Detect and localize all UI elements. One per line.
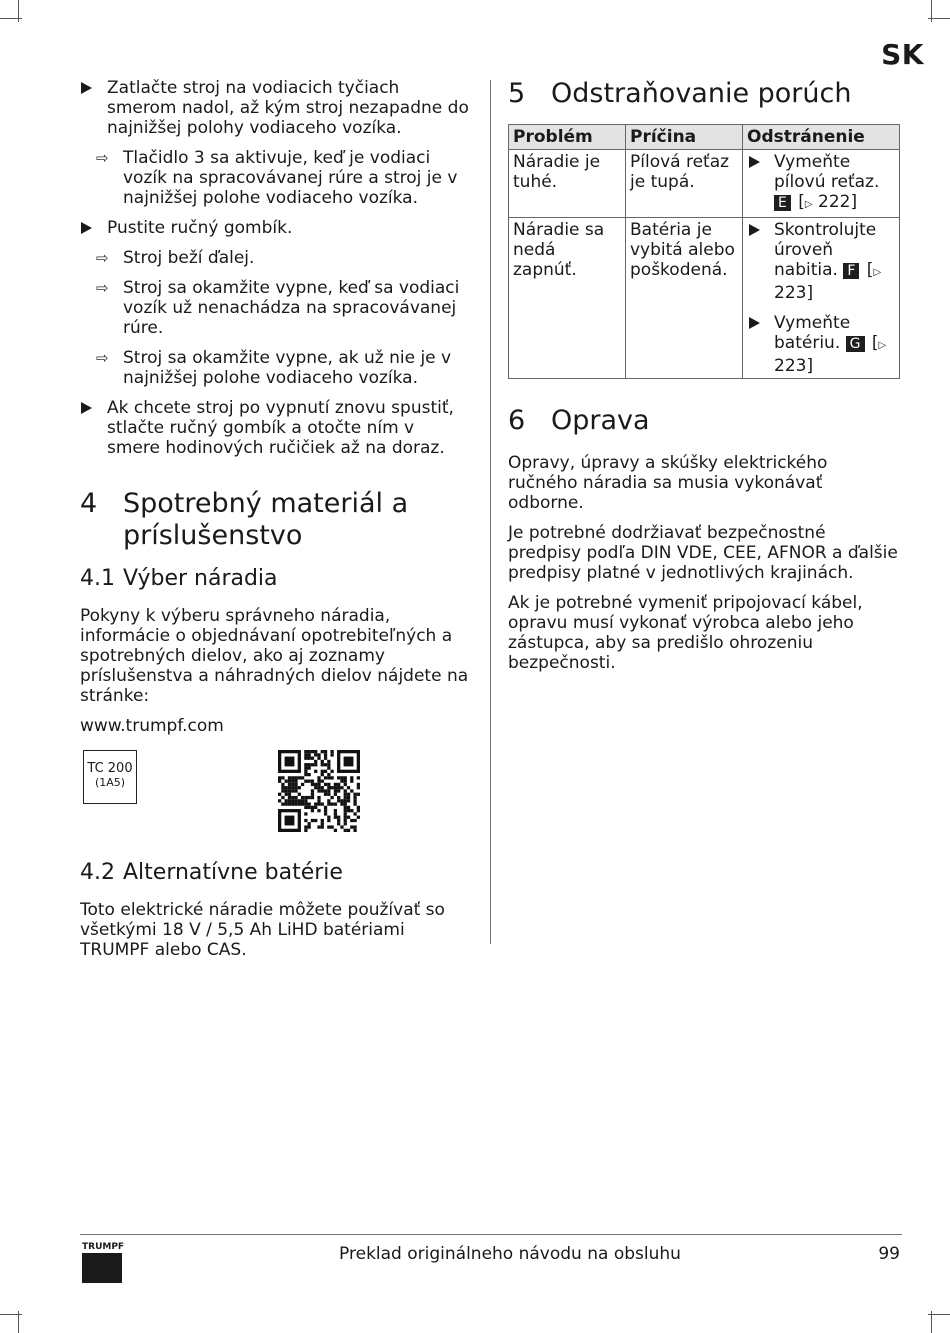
step-triangle-icon	[81, 402, 92, 414]
repair-paragraph: Ak je potrebné vymeniť pripojovací kábel, opravu musí vykonať výrobca alebo jeho zástupca, aby sa predišlo ohrozeniu bezpečnosti.	[508, 593, 863, 673]
section-4-heading	[80, 488, 472, 552]
instruction-result	[80, 248, 472, 268]
instruction-step	[80, 78, 472, 138]
left-column	[80, 78, 472, 970]
remedy-action	[747, 152, 895, 215]
right-column	[508, 78, 902, 683]
step-triangle-icon	[81, 222, 92, 234]
trumpf-logo	[82, 1242, 125, 1283]
remedy-text: Vymeňte pílovú reťaz.	[774, 152, 880, 192]
page-reference-link[interactable]: [▷ 223]	[774, 260, 882, 303]
section-number: 4	[80, 488, 98, 519]
instruction-text: Tlačidlo 3 sa aktivuje, keď je vodiaci vozík na spracovávanej rúre a stroj je v najnižšej polohe vodiaceho vozíka.	[123, 148, 458, 208]
section-number: 5	[508, 78, 526, 109]
instruction-text: Stroj sa okamžite vypne, keď sa vodiaci vozík už nenachádza na spracovávanej rúre.	[123, 278, 460, 338]
subsection-title: Alternatívne batérie	[123, 860, 343, 885]
step-triangle-icon	[749, 317, 760, 329]
remedy-action	[747, 313, 895, 376]
result-arrow-icon: ⇨	[96, 249, 109, 267]
subsection-number: 4.2	[80, 860, 115, 885]
result-arrow-icon: ⇨	[96, 349, 109, 367]
section-6-heading	[508, 405, 902, 437]
instruction-result	[80, 148, 472, 208]
step-triangle-icon	[749, 156, 760, 168]
logo-wordmark: TRUMPF	[82, 1242, 125, 1252]
table-row	[509, 218, 900, 379]
section-number: 6	[508, 405, 526, 436]
page-reference-number: 223	[774, 356, 807, 376]
instruction-text: Stroj sa okamžite vypne, ak už nie je v najnižšej polohe vodiaceho vozíka.	[123, 348, 452, 388]
instruction-list	[80, 78, 472, 458]
tool-selection-text: Pokyny k výberu správneho náradia, informácie o objednávaní opotrebiteľných a spotrebných dielov, ako aj zoznamy príslušenstva a náhradných dielov nájdete na stránke:	[80, 606, 469, 706]
page-pointer-icon: ▷	[878, 340, 887, 351]
page-reference-number: 223	[774, 283, 807, 303]
instruction-result	[80, 278, 472, 338]
section-title: Odstraňovanie porúch	[551, 78, 852, 109]
subsection-number: 4.1	[80, 566, 115, 591]
website-url[interactable]: www.trumpf.com	[80, 716, 224, 736]
instruction-step	[80, 218, 472, 238]
logo-block	[82, 1253, 122, 1283]
cause-cell: Batéria je vybitá alebo poškodená.	[626, 218, 743, 379]
instruction-text: Stroj beží ďalej.	[123, 248, 255, 268]
repair-paragraph: Opravy, úpravy a skúšky elektrického ručného náradia sa musia vykonávať odborne.	[508, 453, 828, 513]
remedy-text: Vymeňte batériu.	[774, 313, 851, 353]
page-reference-link[interactable]: [▷ 222]	[792, 192, 858, 212]
remedy-text: Skontrolujte úroveň nabitia.	[774, 220, 877, 280]
table-header-row	[509, 125, 900, 150]
cause-cell: Pílová reťaz je tupá.	[626, 150, 743, 218]
step-triangle-icon	[81, 82, 92, 94]
step-triangle-icon	[749, 224, 760, 236]
instruction-text: Ak chcete stroj po vypnutí znovu spustiť, stlačte ručný gombík a otočte ním v smere hodinových ručičiek až na doraz.	[107, 398, 454, 458]
column-divider	[490, 80, 491, 944]
remedy-action	[747, 220, 895, 303]
subsection-4-1-heading	[80, 566, 472, 592]
problem-cell: Náradie sa nedá zapnúť.	[509, 218, 626, 379]
figure-reference-badge: E	[774, 195, 791, 211]
footer-title: Preklad originálneho návodu na obsluhu	[339, 1244, 681, 1264]
figure-reference-badge: F	[843, 263, 859, 279]
subsection-4-2-heading	[80, 860, 472, 886]
model-name: TC 200	[87, 761, 133, 776]
footer-rule	[80, 1234, 902, 1235]
figure-reference-badge: G	[846, 336, 865, 352]
page-reference-number: 222	[818, 192, 851, 212]
problem-cell: Náradie je tuhé.	[509, 150, 626, 218]
page-reference-link[interactable]: [▷ 223]	[774, 333, 887, 376]
instruction-text: Zatlačte stroj na vodiacich tyčiach smerom nadol, až kým stroj nezapadne do najnižšej polohy vodiaceho vozíka.	[107, 78, 469, 138]
troubleshooting-table	[508, 124, 900, 379]
page-pointer-icon: ▷	[873, 267, 882, 278]
result-arrow-icon: ⇨	[96, 149, 109, 167]
column-header: Odstránenie	[743, 125, 900, 150]
alternative-batteries-text: Toto elektrické náradie môžete používať so všetkými 18 V / 5,5 Ah LiHD batériami TRUMPF alebo CAS.	[80, 900, 445, 960]
page-pointer-icon: ▷	[804, 199, 813, 210]
remedy-cell	[743, 218, 900, 379]
instruction-result	[80, 348, 472, 388]
page-number: 99	[878, 1244, 900, 1264]
column-header: Problém	[509, 125, 626, 150]
table-row	[509, 150, 900, 218]
section-5-heading	[508, 78, 902, 110]
repair-paragraph: Je potrebné dodržiavať bezpečnostné predpisy podľa DIN VDE, CEE, AFNOR a ďalšie predpisy platné v jednotlivých krajinách.	[508, 523, 898, 583]
section-title: Spotrebný materiál a príslušenstvo	[123, 488, 409, 551]
model-qr-row	[80, 750, 472, 840]
section-title: Oprava	[551, 405, 650, 436]
subsection-title: Výber náradia	[123, 566, 278, 591]
column-header: Príčina	[626, 125, 743, 150]
instruction-text: Pustite ručný gombík.	[107, 218, 293, 238]
remedy-cell	[743, 150, 900, 218]
instruction-step	[80, 398, 472, 458]
model-code: (1A5)	[94, 776, 126, 789]
language-code: SK	[881, 38, 924, 71]
result-arrow-icon: ⇨	[96, 279, 109, 297]
qr-code[interactable]	[278, 750, 360, 832]
model-box	[83, 750, 137, 804]
